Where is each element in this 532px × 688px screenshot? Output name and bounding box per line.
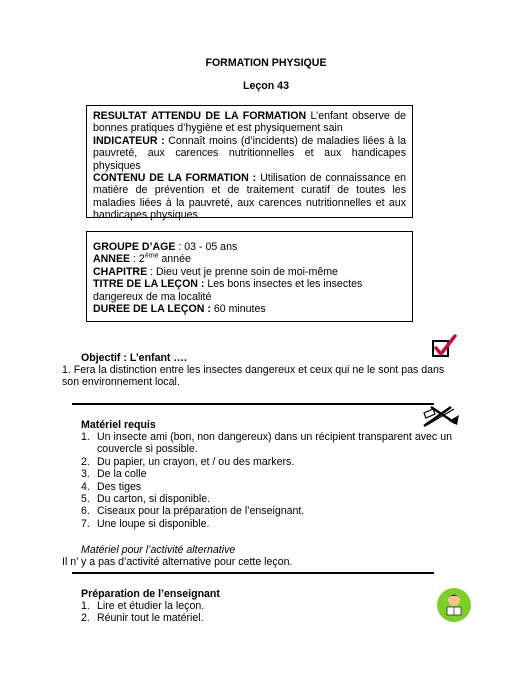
- lesson-info-box: [86, 231, 413, 322]
- teacher-reading-icon: [436, 587, 472, 623]
- duration-line: [93, 303, 406, 315]
- list-item: 1. Lire et étudier la leçon.: [81, 600, 205, 612]
- alternative-text: Il n’ y a pas d’activité alternative pour cette leçon.: [62, 556, 293, 568]
- content-text: Utilisation de connaissance en matière de prévention et de traitement curatif de toutes les maladies liées à la pauvreté, aux carences nutritionnelles et aux handicapes physiques: [93, 172, 406, 222]
- list-item: 4. Des tiges: [81, 480, 142, 493]
- duration-value: 60 minutes: [210, 303, 266, 316]
- chapter-label: CHAPITRE: [93, 265, 148, 278]
- year-value-post: année: [158, 253, 191, 266]
- alternative-heading: Matériel pour l’activité alternative: [81, 544, 236, 556]
- formation-result-box: [86, 105, 413, 222]
- document-title: FORMATION PHYSIQUE: [205, 57, 327, 69]
- objective-heading: Objectif : L’enfant ….: [81, 352, 187, 364]
- indicator-label: INDICATEUR :: [93, 134, 165, 147]
- age-group-line: [93, 241, 406, 253]
- age-group-label: GROUPE D’AGE: [93, 241, 176, 253]
- result-label: RESULTAT ATTENDU DE LA FORMATION: [93, 110, 307, 122]
- list-item: 6. Ciseaux pour la préparation de l’enseignant.: [81, 505, 305, 518]
- preparation-list: [81, 600, 381, 625]
- lesson-number: Leçon 43: [243, 80, 289, 92]
- list-item: 3. De la colle: [81, 468, 147, 481]
- content-label: CONTENU DE LA FORMATION :: [93, 172, 257, 185]
- list-item: 2. Du papier, un crayon, et / ou des markers.: [81, 455, 295, 468]
- objective-text: 1. Fera la distinction entre les insectes dangereux et ceux qui ne le sont pas dans son environnement local.: [62, 364, 445, 389]
- duration-label: DUREE DE LA LEÇON :: [93, 303, 211, 316]
- section-divider: [72, 403, 434, 405]
- list-item: 5. Du carton, si disponible.: [81, 493, 211, 506]
- content-paragraph: [93, 172, 406, 222]
- checkbox-check-icon: [431, 334, 457, 360]
- chapter-value: : Dieu veut je prenne soin de moi-même: [147, 265, 338, 278]
- list-item: 2. Réunir tout le matériel.: [81, 612, 204, 625]
- year-value-sup: ème: [144, 252, 159, 260]
- age-group-value: : 03 - 05 ans: [175, 241, 238, 253]
- list-item: 1. Un insecte ami (bon, non dangereux) dans un récipient transparent avec un couvercle si possible.: [81, 431, 452, 456]
- indicator-paragraph: [93, 135, 406, 172]
- pencil-tools-icon: [421, 403, 461, 429]
- indicator-text: Connaît moins (d’incidents) de maladies liées à la pauvreté, aux carences nutritionnelles et aux handicapes physiques: [93, 134, 407, 172]
- lesson-title-value: Les bons insectes et les insectes dangereux de ma localité: [93, 278, 363, 303]
- list-item: 7. Une loupe si disponible.: [81, 517, 210, 530]
- year-value-pre: : 2: [130, 253, 145, 266]
- year-label: ANNEE: [93, 253, 131, 266]
- lesson-title-label: TITRE DE LA LEÇON :: [93, 278, 205, 291]
- chapter-line: [93, 266, 406, 278]
- lesson-title-line: [93, 278, 406, 303]
- year-line: [93, 253, 406, 265]
- materials-heading: Matériel requis: [81, 419, 156, 431]
- preparation-heading: Préparation de l’enseignant: [81, 588, 220, 600]
- section-divider: [72, 572, 434, 574]
- materials-list: [81, 431, 452, 530]
- result-paragraph: [93, 110, 406, 135]
- result-text: L’enfant observe de bonnes pratiques d’hygiène et est physiquement sain: [93, 110, 406, 135]
